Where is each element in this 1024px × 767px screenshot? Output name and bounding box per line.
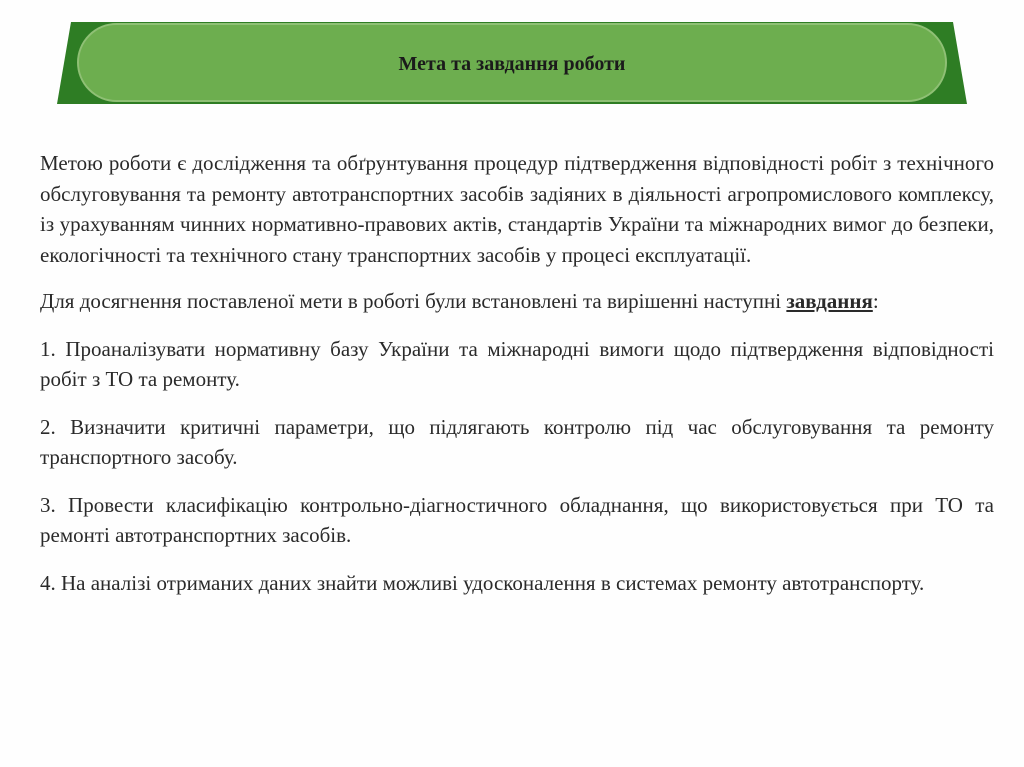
task-item-4: 4. На аналізі отриманих даних знайти можливі удосконалення в системах ремонту автотранспорту. — [40, 570, 925, 595]
task-item-1: 1. Проаналізувати нормативну базу України та міжнародні вимоги щодо підтвердження відповідності робіт з ТО та ремонту. — [40, 336, 994, 391]
task-item-2: 2. Визначити критичні параметри, що підлягають контролю під час обслуговування та ремонту транспортного засобу. — [40, 414, 994, 469]
task-item-3: 3. Провести класифікацію контрольно-діагностичного обладнання, що використовується при ТО та ремонті автотранспортних засобів. — [40, 492, 994, 547]
slide-title: Мета та завдання роботи — [398, 53, 626, 75]
purpose-paragraph: Метою роботи є дослідження та обґрунтування процедур підтвердження відповідності робіт з технічного обслуговування та ремонту автотранспортних засобів задіяних в діяльності агропромислового комплексу, із урахуванням чинних нормативно-правових актів, стандартів України та міжнародних вимог до безпеки, екологічності та технічного стану транспортних засобів у процесі експлуатації. — [40, 151, 994, 267]
tasks-intro-text: Для досягнення поставленої мети в роботі були встановлені та вирішенні наступні — [40, 289, 787, 313]
slide-body — [40, 148, 994, 615]
tasks-keyword: завдання — [786, 289, 873, 313]
tasks-intro-paragraph — [40, 286, 994, 317]
tasks-intro-suffix: : — [872, 289, 879, 313]
